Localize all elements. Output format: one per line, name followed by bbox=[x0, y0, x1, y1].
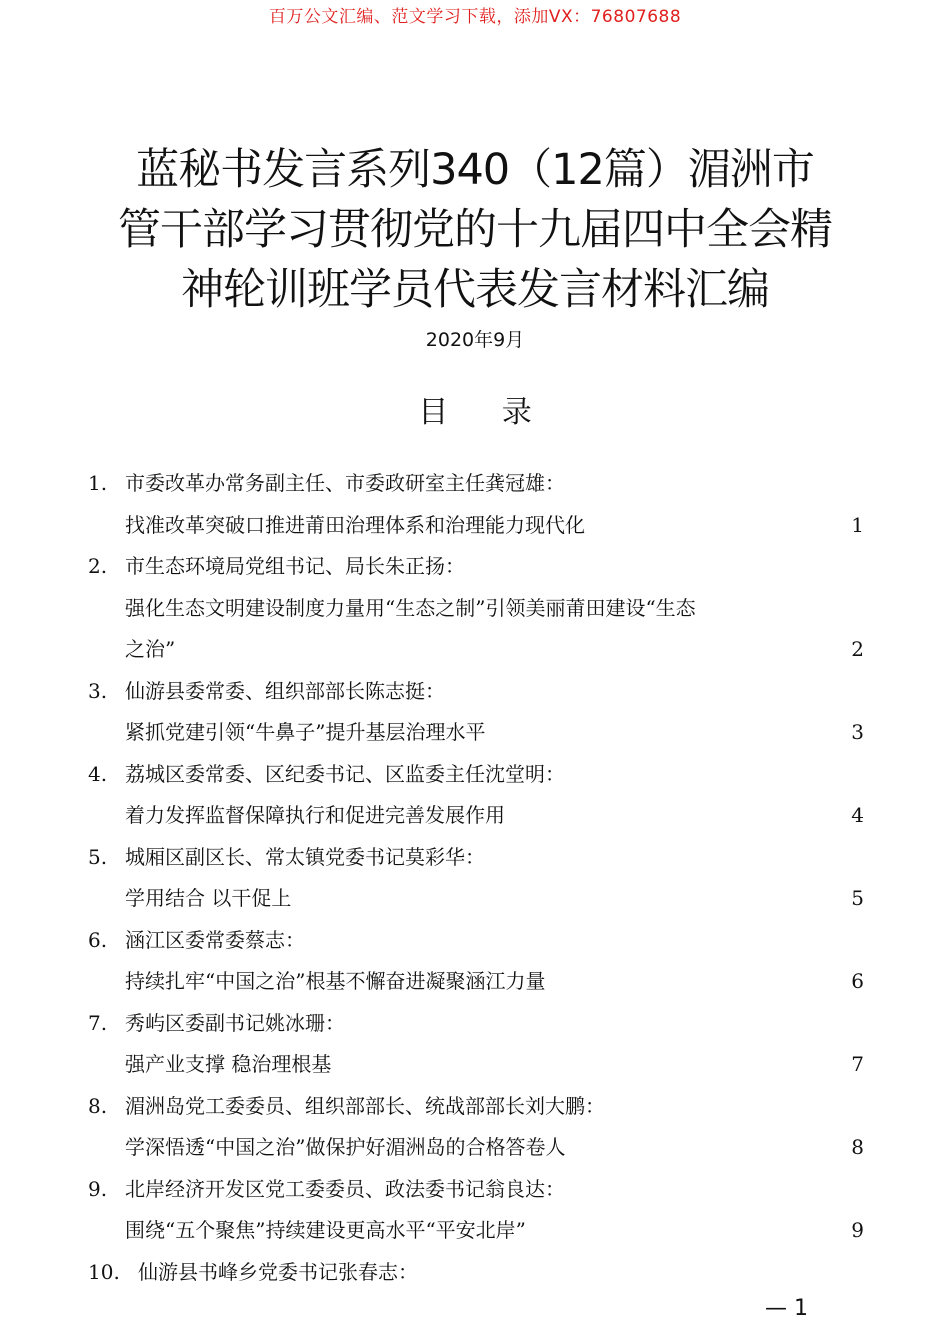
table-of-contents bbox=[88, 463, 864, 1293]
toc-entry-speaker bbox=[88, 1252, 864, 1294]
toc-entry-speaker-text: 荔城区委常委、区纪委书记、区监委主任沈堂明： bbox=[125, 761, 565, 786]
toc-entry-speaker bbox=[88, 1169, 864, 1211]
toc-entry-speaker-text: 湄洲岛党工委委员、组织部部长、统战部部长刘大鹏： bbox=[125, 1093, 605, 1118]
toc-entry-speaker bbox=[88, 546, 864, 588]
toc-entry-page: 6 bbox=[851, 969, 864, 993]
toc-entry-page: 2 bbox=[851, 637, 864, 661]
toc-entry-speaker bbox=[88, 1003, 864, 1045]
toc-entry-speaker bbox=[88, 920, 864, 962]
toc-entry-speaker-text: 涵江区委常委蔡志： bbox=[125, 927, 305, 952]
toc-entry-number: 7. bbox=[88, 1010, 108, 1035]
toc-entry-speaker-text: 仙游县书峰乡党委书记张春志： bbox=[138, 1259, 418, 1284]
toc-entry-number: 4. bbox=[88, 761, 108, 786]
toc-entry-page: 9 bbox=[851, 1218, 864, 1242]
toc-entry-title-text: 强产业支撑 稳治理根基 bbox=[125, 1052, 332, 1076]
toc-entry-speaker bbox=[88, 837, 864, 879]
toc-entry-number: 8. bbox=[88, 1093, 108, 1118]
toc-entry-number: 10. bbox=[88, 1259, 120, 1284]
toc-entry-title[interactable] bbox=[88, 878, 864, 920]
toc-entry-title-text: 之治” bbox=[125, 637, 176, 661]
toc-entry-title-text: 紧抓党建引领“牛鼻子”提升基层治理水平 bbox=[125, 720, 486, 744]
toc-entry-page: 5 bbox=[851, 886, 864, 910]
toc-entry-speaker-text: 仙游县委常委、组织部部长陈志挺： bbox=[125, 678, 445, 703]
title-line: 管干部学习贯彻党的十九届四中全会精 bbox=[118, 205, 832, 255]
toc-entry-speaker bbox=[88, 1086, 864, 1128]
toc-entry-speaker bbox=[88, 754, 864, 796]
toc-entry-title[interactable] bbox=[88, 629, 864, 671]
toc-entry-speaker-text: 北岸经济开发区党工委委员、政法委书记翁良达： bbox=[125, 1176, 565, 1201]
toc-entry-speaker-text: 城厢区副区长、常太镇党委书记莫彩华： bbox=[125, 844, 485, 869]
toc-entry-number: 3. bbox=[88, 678, 108, 703]
toc-entry-title[interactable] bbox=[88, 1127, 864, 1169]
toc-entry-title[interactable] bbox=[88, 1210, 864, 1252]
toc-entry-number: 6. bbox=[88, 927, 108, 952]
toc-entry-title[interactable] bbox=[88, 588, 864, 630]
document-title bbox=[0, 140, 950, 320]
toc-entry-title-text: 围绕“五个聚焦”持续建设更高水平“平安北岸” bbox=[125, 1218, 526, 1242]
toc-entry-page: 1 bbox=[851, 512, 864, 537]
toc-entry-title[interactable] bbox=[88, 505, 864, 547]
toc-entry-speaker-text: 秀屿区委副书记姚冰珊： bbox=[125, 1010, 345, 1035]
toc-entry-page: 7 bbox=[851, 1052, 864, 1076]
toc-entry-page: 3 bbox=[851, 720, 864, 744]
title-line: 神轮训班学员代表发言材料汇编 bbox=[181, 265, 769, 315]
toc-entry-title-text: 着力发挥监督保障执行和促进完善发展作用 bbox=[125, 803, 505, 827]
toc-entry-title[interactable] bbox=[88, 961, 864, 1003]
toc-entry-page: 4 bbox=[851, 803, 864, 827]
toc-entry-title-text: 学用结合 以干促上 bbox=[125, 886, 292, 910]
toc-entry-speaker-text: 市生态环境局党组书记、局长朱正扬： bbox=[125, 554, 465, 578]
toc-entry-title[interactable] bbox=[88, 712, 864, 754]
toc-entry-title-text: 强化生态文明建设制度力量用“生态之制”引领美丽莆田建设“生态 bbox=[125, 595, 696, 620]
toc-entry-speaker-text: 市委改革办常务副主任、市委政研室主任龚冠雄： bbox=[125, 471, 565, 495]
toc-entry-page: 8 bbox=[851, 1135, 864, 1159]
toc-entry-title-text: 持续扎牢“中国之治”根基不懈奋进凝聚涵江力量 bbox=[125, 969, 546, 993]
document-date: 2020年9月 bbox=[425, 329, 525, 351]
toc-entry-number: 5. bbox=[88, 844, 108, 869]
toc-heading: 目 录 bbox=[418, 395, 554, 430]
toc-entry-number: 9. bbox=[88, 1176, 108, 1201]
title-line: 蓝秘书发言系列340（12篇）湄洲市 bbox=[136, 145, 814, 195]
watermark-banner: 百万公文汇编、范文学习下载，添加VX：76807688 bbox=[268, 7, 682, 27]
toc-entry-title-text: 学深悟透“中国之治”做保护好湄洲岛的合格答卷人 bbox=[125, 1135, 566, 1159]
toc-entry-title[interactable] bbox=[88, 795, 864, 837]
toc-entry-number: 2. bbox=[88, 554, 108, 578]
toc-entry-speaker bbox=[88, 463, 864, 505]
toc-entry-title[interactable] bbox=[88, 1044, 864, 1086]
toc-entry-title-text: 找准改革突破口推进莆田治理体系和治理能力现代化 bbox=[125, 512, 585, 537]
toc-entry-speaker bbox=[88, 671, 864, 713]
toc-entry-number: 1. bbox=[88, 471, 108, 495]
page-number: — 1 bbox=[765, 1296, 808, 1321]
